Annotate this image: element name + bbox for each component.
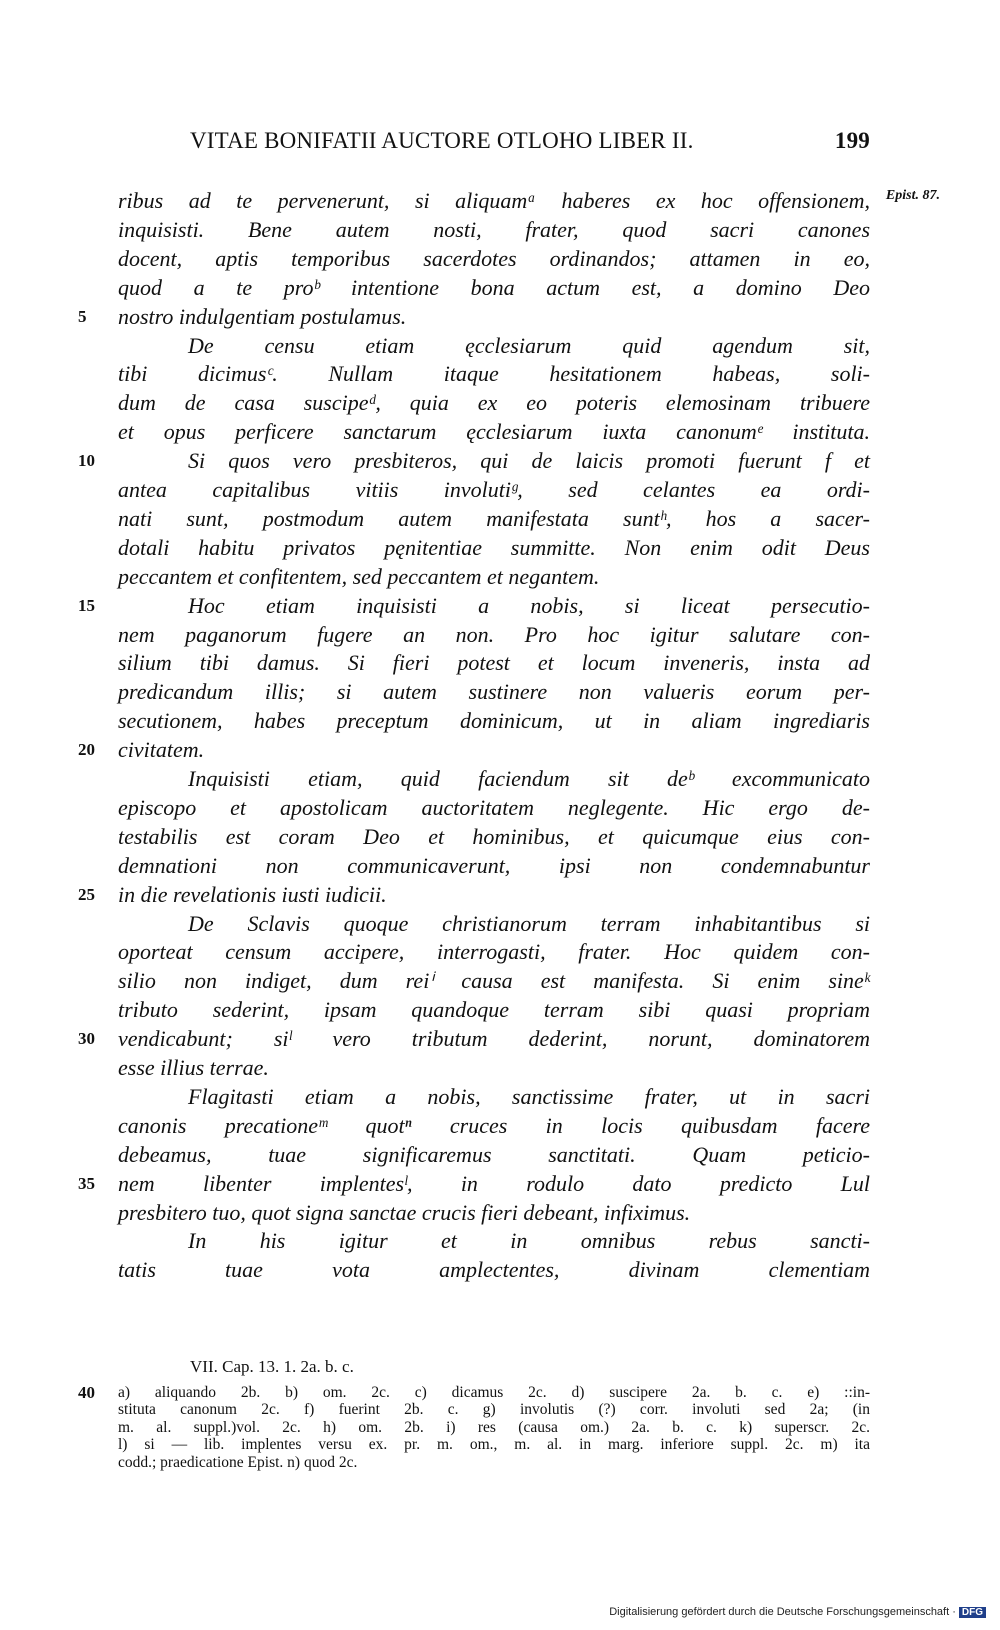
text-line-content: De censu etiam ęcclesiarum quid agendum sit, (188, 332, 870, 358)
footnote-text: l) si — lib. implentes versu ex. pr. m. om., m. al. in marg. inferiore suppl. 2c. m) ita (118, 1436, 870, 1454)
text-line-content: Si quos vero presbiteros, qui de laicis promoti fuerunt f et (188, 448, 870, 474)
text-line-content: testabilis est coram Deo et hominibus, et quicumque eius con- (118, 823, 870, 849)
footnote-line (118, 1436, 870, 1454)
text-line-content: nati sunt, postmodum autem manifestata suntʰ, hos a sacer- (118, 505, 870, 531)
text-line-content: quod a te proᵇ intentione bona actum est, a domino Deo (118, 274, 870, 300)
text-line-content: tatis tuae vota amplectentes, divinam clementiam (118, 1257, 870, 1283)
text-line-content: civitatem. (118, 737, 205, 763)
text-line (118, 764, 870, 794)
text-line-content: vendicabunt; siˡ vero tributum dederint, norunt, dominatorem (118, 1026, 870, 1052)
text-line-content: oporteat censum accipere, interrogasti, frater. Hoc quidem con- (118, 939, 870, 965)
text-line (118, 1082, 870, 1112)
running-header (190, 128, 870, 154)
line-number: 10 (78, 451, 95, 471)
text-line (118, 966, 870, 996)
line-number: 5 (78, 306, 87, 326)
text-line (118, 533, 870, 563)
text-line (118, 995, 870, 1025)
footnote-line-number: 40 (78, 1383, 95, 1402)
text-line (118, 1198, 870, 1228)
text-line-content: docent, aptis temporibus sacerdotes ordinandos; attamen in eo, (118, 245, 870, 271)
footnote-text: stituta canonum 2c. f) fuerint 2b. c. g) involutis (?) corr. involuti sed 2a; (in (118, 1401, 870, 1419)
text-line-content: dotali habitu privatos pęnitentiae summitte. Non enim odit Deus (118, 534, 870, 560)
text-line-content: nem libenter implentesˡ, in rodulo dato predicto Lul (118, 1170, 870, 1196)
text-line-content: peccantem et confitentem, sed peccantem et negantem. (118, 563, 600, 589)
text-line-content: secutionem, habes preceptum dominicum, ut in aliam ingrediaris (118, 708, 870, 734)
margin-note: Epist. 87. (885, 188, 940, 203)
text-line (118, 851, 870, 881)
text-line-content: in die revelationis iusti iudicii. (118, 881, 387, 907)
text-line (118, 648, 870, 678)
text-line (118, 417, 870, 447)
funding-banner (609, 1606, 986, 1618)
text-line-content: presbitero tuo, quot signa sanctae crucis fieri debeant, infiximus. (118, 1199, 691, 1225)
text-line (118, 793, 870, 823)
text-line (118, 562, 870, 592)
text-line-content: silio non indiget, dum reiⁱ causa est manifesta. Si enim sineᵏ (118, 968, 870, 994)
text-line (118, 1053, 870, 1083)
footnote-text: m. al. suppl.)vol. 2c. h) om. 2b. i) res (causa om.) 2a. b. c. k) superscr. 2c. (118, 1418, 870, 1436)
line-number: 20 (78, 740, 95, 760)
text-line-content: silium tibi damus. Si fieri potest et locum inveneris, insta ad (118, 650, 870, 676)
text-line (78, 302, 870, 332)
text-line (118, 1111, 870, 1141)
text-line (78, 1169, 870, 1199)
footnote-text: a) aliquando 2b. b) om. 2c. c) dicamus 2c. d) suscipere 2a. b. c. e) ::in- (118, 1384, 870, 1401)
footnote-line (118, 1419, 870, 1437)
text-line-content: ribus ad te pervenerunt, si aliquamᵃ haberes ex hoc offensionem, (118, 188, 870, 213)
text-line (78, 1024, 870, 1054)
line-number: 15 (78, 595, 95, 615)
text-line-content: In his igitur et in omnibus rebus sancti- (188, 1228, 870, 1254)
text-line-content: esse illius terrae. (118, 1055, 269, 1080)
text-line (118, 359, 870, 389)
footnote-line (118, 1454, 870, 1472)
text-line-content: antea capitalibus vitiis involutiᵍ, sed celantes ea ordi- (118, 477, 870, 502)
banner-text: Digitalisierung gefördert durch die Deutsche Forschungsgemeinschaft · (609, 1606, 956, 1618)
text-line-content: Hoc etiam inquisisti a nobis, si liceat persecutio- (188, 592, 870, 618)
text-line (78, 735, 870, 765)
footnote-line (118, 1401, 870, 1419)
text-line-content: episcopo et apostolicam auctoritatem neglegente. Hic ergo de- (118, 794, 870, 820)
text-line (118, 909, 870, 939)
footnote-text: codd.; praedicatione Epist. n) quod 2c. (118, 1453, 358, 1471)
text-line (118, 1140, 870, 1170)
footnote-line (78, 1383, 870, 1402)
text-line (118, 677, 870, 707)
text-line (118, 937, 870, 967)
text-line-content: tributo sederint, ipsam quandoque terram sibi quasi propriam (118, 997, 870, 1023)
text-line-content: demnationi non communicaverunt, ipsi non condemnabuntur (118, 852, 870, 878)
text-line (118, 244, 870, 274)
source-reference: VII. Cap. 13. 1. 2a. b. c. (190, 1357, 354, 1376)
text-line-content: et opus perficere sanctarum ęcclesiarum iuxta canonumᵉ instituta. (118, 419, 870, 445)
text-line-content: dum de casa suscipeᵈ, quia ex eo poteris elemosinam tribuere (118, 390, 870, 416)
text-line (118, 475, 870, 505)
text-line (118, 822, 870, 852)
text-line (78, 880, 870, 910)
line-number: 35 (78, 1173, 95, 1193)
text-line-content: nostro indulgentiam postulamus. (118, 303, 407, 329)
text-line (118, 388, 870, 418)
header-title: VITAE BONIFATII AUCTORE OTLOHO LIBER II. (190, 128, 694, 153)
text-line (118, 620, 870, 650)
text-line (118, 1226, 870, 1256)
text-line-content: predicandum illis; si autem sustinere non valueris eorum per- (118, 679, 870, 705)
text-line-content: De Sclavis quoque christianorum terram inhabitantibus si (188, 910, 870, 936)
text-line (118, 331, 870, 361)
line-number: 25 (78, 884, 95, 904)
text-line-content: debeamus, tuae significaremus sanctitati. Quam peticio- (118, 1141, 870, 1167)
text-line-content: inquisisti. Bene autem nosti, frater, quod sacri canones (118, 216, 870, 242)
text-line (118, 504, 870, 534)
dfg-logo: DFG (959, 1607, 986, 1618)
text-line (118, 186, 870, 216)
text-line (118, 706, 870, 736)
text-line-content: tibi dicimusᶜ. Nullam itaque hesitationem habeas, soli- (118, 361, 870, 387)
text-line-content: nem paganorum fugere an non. Pro hoc igitur salutare con- (118, 621, 870, 647)
text-line (118, 1255, 870, 1285)
page-number: 199 (834, 128, 870, 153)
text-line-content: Flagitasti etiam a nobis, sanctissime frater, ut in sacri (188, 1083, 870, 1109)
text-line-content: canonis precationeᵐ quotⁿ cruces in locis quibusdam facere (118, 1112, 870, 1138)
text-line (78, 446, 870, 476)
text-line (78, 591, 870, 621)
line-number: 30 (78, 1029, 95, 1049)
text-line-content: Inquisisti etiam, quid faciendum sit deᵇ excommunicato (188, 766, 870, 791)
text-line (118, 273, 870, 303)
text-line (118, 215, 870, 245)
